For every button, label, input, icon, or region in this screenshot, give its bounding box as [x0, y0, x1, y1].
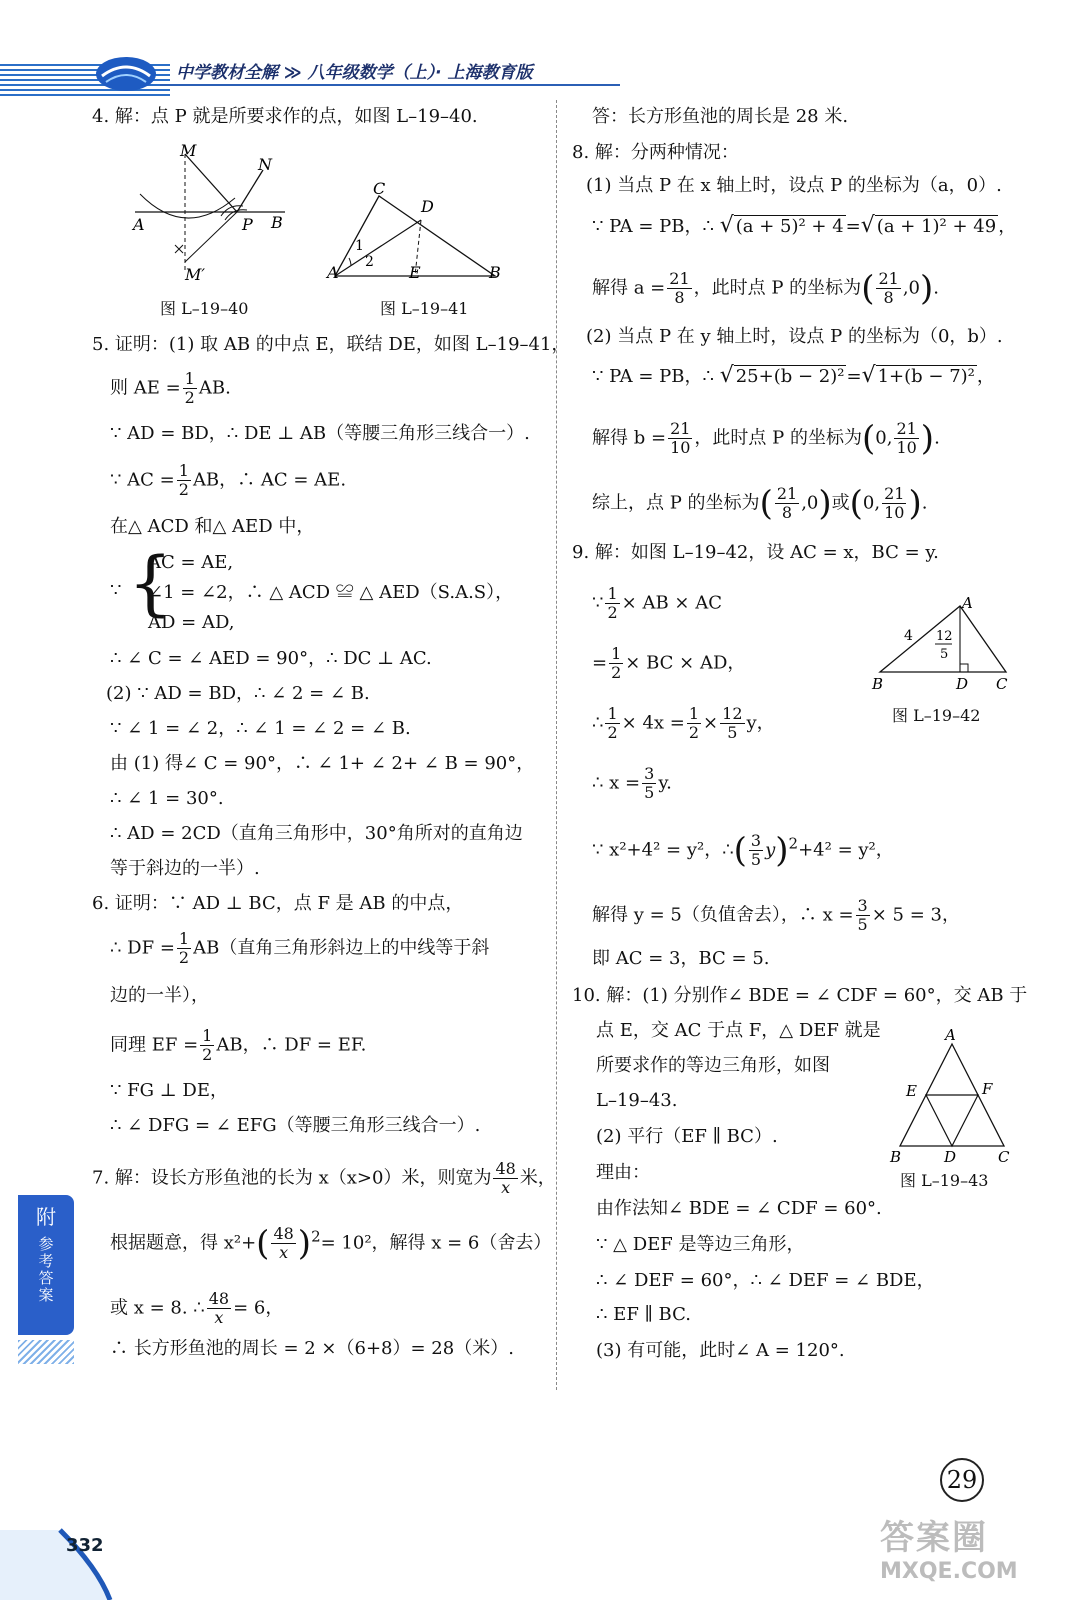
answer-5-line-6: ∴ ∠ C = ∠ AED = 90°，∴ DC ⊥ AC. [110, 648, 432, 669]
label-height-den: 5 [940, 647, 949, 662]
answer-5-line-11: ∴ AD = 2CD（直角三角形中，30°角所对的直角边 [110, 823, 523, 844]
answer-5-line-7: (2) ∵ AD = BD，∴ ∠ 2 = ∠ B. [106, 683, 370, 704]
label-p: P [242, 215, 253, 234]
label-d: D [421, 197, 434, 216]
watermark-url: MXQE.COM [880, 1559, 1018, 1584]
answer-7-conclusion: 答：长方形鱼池的周长是 28 米. [592, 106, 849, 127]
figure-l-19-43 [888, 1022, 1023, 1167]
answer-9-line-3: = $\frac{1}{2}$ × BC × AD， [592, 644, 746, 682]
answer-7-line-2: 根据题意，得 x²+( $\frac{48}{x}$ )$^2$= 10²，解得 x = 6（舍去） [110, 1223, 552, 1264]
label-a: A [945, 1026, 956, 1044]
answer-9-line-4: ∴ $\frac{1}{2}$ × 4x = $\frac{1}{2}$ × $\frac{12}{5}$ y， [592, 704, 775, 742]
answer-6-line-6: ∴ ∠ DFG = ∠ EFG（等腰三角形三线合一）. [110, 1115, 481, 1136]
caption-l-19-43: 图 L–19–43 [900, 1171, 989, 1190]
answer-10-line-9: ∴ ∠ DEF = 60°，∴ ∠ DEF = ∠ BDE， [596, 1270, 935, 1291]
answer-8-line-4: 解得 a = $\frac{21}{8}$ ，此时点 P 的坐标为( $\frac{21}{8}$ ,0). [592, 268, 939, 309]
page-number: 332 [66, 1535, 104, 1556]
answer-9-line-1: 9. 解：如图 L–19–42，设 AC = x，BC = y. [572, 542, 939, 563]
system-line-1: AC = AE, [148, 552, 234, 573]
label-d: D [956, 675, 969, 692]
label-b: B [271, 213, 283, 232]
answer-8-line-6: ∵ PA = PB，∴ √ 25+(b − 2)² =√ 1+(b − 7)² ， [592, 363, 995, 388]
watermark [880, 1510, 1075, 1595]
watermark-text: 答案圈 [880, 1518, 988, 1558]
label-a: A [133, 215, 145, 234]
label-height-num: 12 [936, 629, 953, 644]
answer-8-line-1: 8. 解：分两种情况： [572, 142, 739, 163]
figure-l-19-41 [325, 178, 510, 290]
label-e: E [906, 1082, 917, 1100]
answer-5-line-2: 则 AE = $\frac{1}{2}$ AB. [110, 369, 231, 407]
system-brace: { [128, 542, 173, 624]
answer-10-line-5: (2) 平行（EF ∥ BC）. [596, 1126, 778, 1147]
chapter-badge: 29 [940, 1458, 984, 1502]
label-a: A [962, 594, 973, 612]
answer-10-line-4: L–19–43. [596, 1090, 678, 1111]
label-b: B [872, 675, 884, 692]
answer-10-line-6: 理由： [596, 1162, 650, 1183]
answer-10-line-10: ∴ EF ∥ BC. [596, 1304, 691, 1325]
caption-l-19-40: 图 L–19–40 [160, 299, 249, 318]
because-symbol: ∵ [110, 580, 122, 601]
answer-5-line-10: ∴ ∠ 1 = 30°. [110, 788, 224, 809]
answer-6-line-3: 边的一半）， [110, 985, 209, 1006]
label-c: C [373, 179, 386, 198]
label-n: N [258, 155, 272, 174]
figure-l-19-42 [868, 592, 1018, 692]
header-title: 中学教材全解 ≫ 八年级数学（上）· 上海教育版 [176, 63, 533, 83]
angle-1: 1 [355, 238, 364, 254]
answer-6-line-5: ∵ FG ⊥ DE， [110, 1080, 228, 1101]
answer-10-line-7: 由作法知∠ BDE = ∠ CDF = 60°. [596, 1198, 882, 1219]
answer-5-line-4: ∵ AC = $\frac{1}{2}$ AB，∴ AC = AE. [110, 461, 347, 499]
label-b: B [489, 263, 501, 282]
answer-6-line-1: 6. 证明：∵ AD ⊥ BC，点 F 是 AB 的中点， [92, 893, 464, 914]
figure-l-19-40 [125, 140, 290, 285]
caption-l-19-41: 图 L–19–41 [380, 299, 469, 318]
answer-8-line-2: (1) 当点 P 在 x 轴上时，设点 P 的坐标为（a，0）. [586, 175, 1002, 196]
column-divider [556, 100, 557, 1390]
answer-5-line-5: 在△ ACD 和△ AED 中， [110, 516, 315, 537]
answer-7-line-4: ∴ 长方形鱼池的周长 = 2 ×（6+8）= 28（米）. [110, 1338, 514, 1359]
appendix-side-tab [18, 1195, 74, 1335]
angle-2: 2 [365, 254, 374, 270]
answer-4: 4. 解：点 P 就是所要求作的点，如图 L–19–40. [92, 106, 478, 127]
label-side-4: 4 [904, 628, 913, 644]
label-f: F [982, 1080, 993, 1098]
label-c: C [998, 1148, 1010, 1166]
label-c: C [996, 675, 1008, 692]
system-line-3: AD = AD, [148, 612, 235, 633]
side-stripes [18, 1340, 74, 1364]
book-logo-icon [92, 50, 162, 94]
answer-8-line-3: ∵ PA = PB，∴ √ (a + 5)² + 4 =√ (a + 1)² + 49 ， [592, 213, 1017, 238]
answer-5-line-12: 等于斜边的一半）. [110, 858, 260, 879]
label-b: B [890, 1148, 902, 1166]
label-m: M [180, 141, 197, 160]
system-line-2: ∠1 = ∠2，∴ △ ACD ≌ △ AED（S.A.S）， [148, 582, 514, 603]
header-rule [160, 84, 620, 86]
answer-5-line-9: 由 (1) 得∠ C = 90°，∴ ∠ 1+ ∠ 2+ ∠ B = 90°， [110, 753, 535, 774]
label-m-prime: M′ [185, 265, 206, 284]
answer-5-line-8: ∵ ∠ 1 = ∠ 2，∴ ∠ 1 = ∠ 2 = ∠ B. [110, 718, 411, 739]
answer-10-line-8: ∵ △ DEF 是等边三角形， [596, 1234, 805, 1255]
answer-5-line-3: ∵ AD = BD，∴ DE ⊥ AB（等腰三角形三线合一）. [110, 423, 530, 444]
answer-5-line-1: 5. 证明：(1) 取 AB 的中点 E，联结 DE，如图 L–19–41， [92, 334, 570, 355]
label-d: D [944, 1148, 957, 1166]
answer-8-line-8: 综上，点 P 的坐标为( $\frac{21}{8}$ ,0)或(0, $\frac{21}{10}$ ). [592, 483, 928, 524]
answer-10-line-11: (3) 有可能，此时∠ A = 120°. [596, 1340, 845, 1361]
side-tab-label-1: 附 [36, 1205, 56, 1229]
answer-7-line-3: 或 x = 8. ∴ $\frac{48}{x}$ = 6， [110, 1289, 284, 1327]
label-a: A [327, 263, 339, 282]
answer-9-line-8: 即 AC = 3，BC = 5. [592, 948, 770, 969]
label-e: E [409, 263, 421, 282]
answer-8-line-5: (2) 当点 P 在 y 轴上时，设点 P 的坐标为（0，b）. [586, 326, 1003, 347]
answer-7-line-1: 7. 解：设长方形鱼池的长为 x（x>0）米，则宽为 $\frac{48}{x}$ 米， [92, 1159, 556, 1197]
answer-9-line-5: ∴ x = $\frac{3}{5}$ y. [592, 764, 672, 802]
answer-8-line-7: 解得 b = $\frac{21}{10}$ ，此时点 P 的坐标为(0, $\frac{21}{10}$ ). [592, 418, 940, 459]
answer-9-line-2: ∵ $\frac{1}{2}$ × AB × AC [592, 584, 722, 622]
answer-10-line-3: 所要求作的等边三角形，如图 [596, 1055, 830, 1076]
answer-10-line-2: 点 E，交 AC 于点 F，△ DEF 就是 [596, 1020, 881, 1041]
caption-l-19-42: 图 L–19–42 [892, 706, 981, 725]
answer-6-line-4: 同理 EF = $\frac{1}{2}$ AB，∴ DF = EF. [110, 1026, 367, 1064]
answer-9-line-7: 解得 y = 5（负值舍去），∴ x = $\frac{3}{5}$ × 5 = 3， [592, 896, 960, 934]
answer-10-line-1: 10. 解：(1) 分别作∠ BDE = ∠ CDF = 60°，交 AB 于 [572, 985, 1028, 1006]
side-tab-label-2: 参考答案 [36, 1236, 55, 1304]
answer-9-line-6: ∵ x²+4² = y²，∴( $\frac{3}{5}$ y)$^2$+4² = y²， [592, 830, 894, 871]
answer-6-line-2: ∴ DF = $\frac{1}{2}$ AB（直角三角形斜边上的中线等于斜 [110, 929, 490, 967]
